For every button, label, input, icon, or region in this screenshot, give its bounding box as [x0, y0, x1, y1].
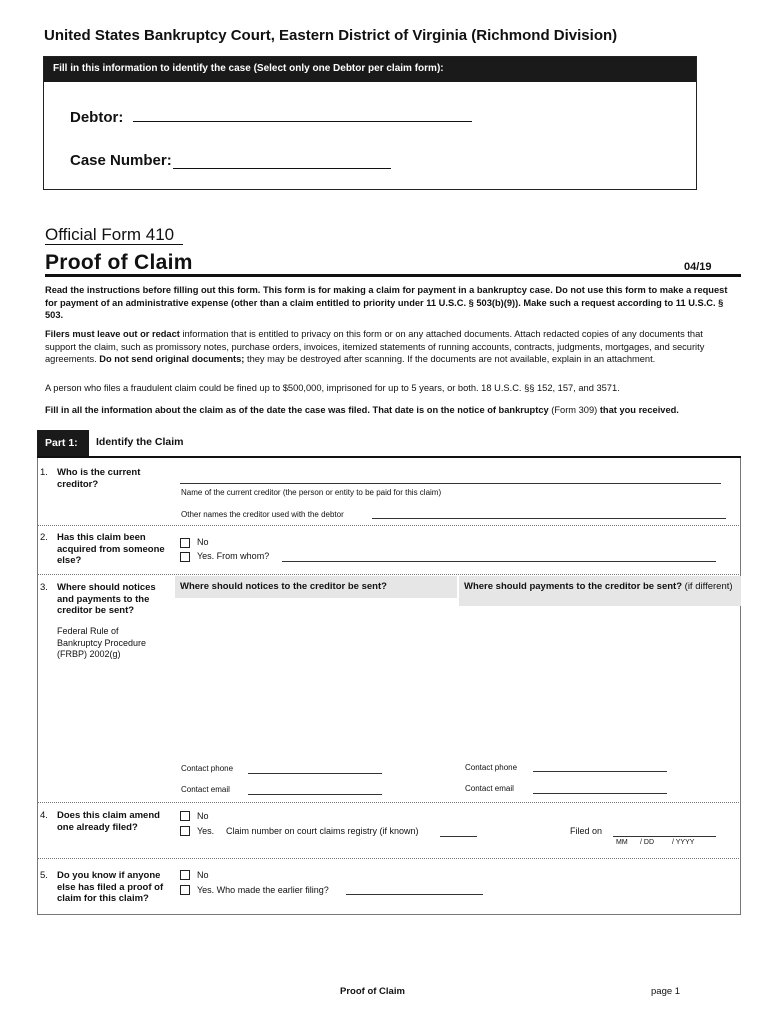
payments-header-bold: Where should payments to the creditor be sent? [464, 581, 683, 592]
filed-on-label: Filed on [570, 826, 603, 836]
acquired-from-field[interactable] [282, 561, 716, 562]
q4-question: Does this claim amend one already filed? [57, 810, 160, 833]
q3-question: Where should notices and payments to the creditor be sent? [57, 582, 156, 616]
claim-number-label: Claim number on court claims registry (if known) [226, 826, 419, 836]
part1-tab: Part 1: [37, 430, 89, 456]
footer-page-number: page 1 [651, 986, 681, 997]
part1-frame [37, 458, 741, 915]
official-form-underline [45, 244, 183, 245]
official-form-number: Official Form 410 [45, 225, 175, 244]
case-number-field[interactable] [173, 168, 391, 169]
q4-number: 4. [40, 810, 48, 821]
date-mm-hint: MM [616, 839, 628, 846]
earlier-filer-field[interactable] [346, 894, 483, 895]
q5-no-checkbox[interactable] [180, 870, 190, 880]
court-title: United States Bankruptcy Court, Eastern District of Virginia (Richmond Division) [44, 27, 618, 44]
q1-number: 1. [40, 467, 48, 478]
q2-question: Has this claim been acquired from someone else? [57, 532, 165, 566]
q1-question: Who is the current creditor? [57, 467, 141, 490]
q2-separator [37, 574, 741, 575]
creditor-name-field[interactable] [180, 483, 721, 484]
creditor-name-hint: Name of the current creditor (the person or entity to be paid for this claim) [181, 488, 442, 497]
payments-email-field[interactable] [533, 793, 667, 794]
q4-yes-label: Yes. [197, 826, 215, 836]
q3-number: 3. [40, 582, 48, 593]
instructions-paragraph-4 [45, 404, 735, 417]
fill-bold-1: Fill in all the information about the claim as of the date the case was filed. That date is on the notice of bankruptcy [45, 405, 549, 415]
q2-no-checkbox[interactable] [180, 538, 190, 548]
q5-no-label: No [197, 870, 209, 880]
case-box-header: Fill in this information to identify the case (Select only one Debtor per claim form): [44, 57, 696, 82]
notices-email-field[interactable] [248, 794, 382, 795]
notices-email-label: Contact email [181, 785, 230, 794]
q1-separator [37, 525, 741, 526]
claim-number-field[interactable] [440, 836, 477, 837]
fill-bold-2: that you received. [599, 405, 679, 415]
q2-yes-checkbox[interactable] [180, 552, 190, 562]
q4-separator [37, 858, 741, 859]
debtor-field[interactable] [133, 121, 472, 122]
notices-address-area[interactable] [175, 576, 457, 606]
originals-text: they may be destroyed after scanning. If the documents are not available, explain in an attachment. [244, 354, 656, 365]
notices-phone-field[interactable] [248, 773, 382, 774]
q2-yes-label: Yes. From whom? [197, 551, 270, 561]
part1-title: Identify the Claim [96, 436, 184, 448]
q3-separator [37, 802, 741, 803]
filed-on-field[interactable] [613, 836, 716, 837]
instructions-paragraph-3: A person who files a fraudulent claim could be fined up to $500,000, imprisoned for up to 5 years, or both. 18 U.S.C. §§ 152, 157, and 3571. [45, 383, 620, 393]
q2-no-label: No [197, 537, 209, 547]
case-info-box [43, 56, 697, 190]
other-names-field[interactable] [372, 518, 726, 519]
fill-text: (Form 309) [548, 405, 600, 415]
q4-no-checkbox[interactable] [180, 811, 190, 821]
instructions-paragraph-1: Read the instructions before filling out this form. This form is for making a claim for payment in a bankruptcy case. Do not use this form to make a request for payment of an administrative expense (other than a claim entitled to priority under 11 U.S.C. § 503(b)(9)). Make such a request according to 11 U.S.C. § 503. [45, 285, 728, 321]
redact-bold: Filers must leave out or redact [45, 329, 180, 339]
footer-title: Proof of Claim [340, 986, 405, 997]
other-names-label: Other names the creditor used with the debtor [181, 510, 344, 519]
q5-question: Do you know if anyone else has filed a proof of claim for this claim? [57, 870, 164, 904]
title-rule [45, 274, 741, 277]
redact-text: information that is entitled to privacy on this form or on any attached documents. Attach redacted copies of any documents that support the claim, such as promissory notes, purchase orders, invoices, itemized statements of running accounts, contracts, judgments, mortgages, and security agreements. [45, 329, 705, 365]
q4-no-label: No [197, 811, 209, 821]
notices-header: Where should notices to the creditor be sent? [175, 576, 457, 598]
q5-yes-checkbox[interactable] [180, 885, 190, 895]
q5-number: 5. [40, 870, 48, 881]
q3-note: Federal Rule of Bankruptcy Procedure (FRBP) 2002(g) [57, 626, 147, 659]
form-title: Proof of Claim [45, 251, 193, 274]
originals-bold: Do not send original documents; [99, 354, 245, 365]
instructions-paragraph-2 [45, 328, 735, 366]
form-version: 04/19 [684, 261, 712, 273]
payments-header-extension [459, 598, 741, 606]
payments-phone-label: Contact phone [465, 763, 518, 772]
payments-email-label: Contact email [465, 784, 514, 793]
date-yyyy-hint: / YYYY [672, 839, 695, 846]
debtor-label: Debtor: [70, 109, 124, 126]
date-dd-hint: / DD [640, 839, 654, 846]
q5-yes-label: Yes. Who made the earlier filing? [197, 885, 329, 895]
notices-phone-label: Contact phone [181, 764, 234, 773]
case-number-label: Case Number: [70, 152, 172, 169]
payments-phone-field[interactable] [533, 771, 667, 772]
q2-number: 2. [40, 532, 48, 543]
payments-header-note: (if different) [682, 581, 733, 592]
payments-header [459, 576, 741, 598]
q4-yes-checkbox[interactable] [180, 826, 190, 836]
